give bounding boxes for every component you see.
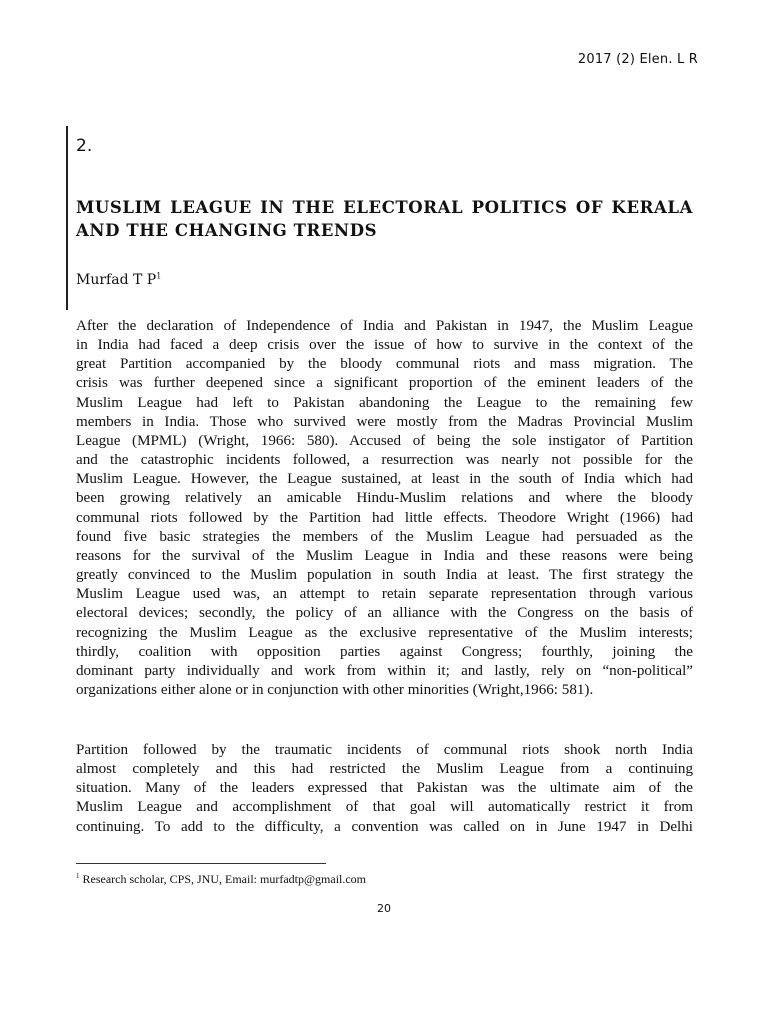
running-head-citation: 2017 (2) Elen. L R [577, 52, 698, 67]
paragraph-line: crisis was further deepened since a significant proportion of the eminent leaders of the [76, 375, 693, 392]
paragraph-line: recognizing the Muslim League as the exclusive representative of the Muslim interests; [76, 624, 693, 641]
paragraph-line: greatly convinced to the Muslim population in south India at least. The first strategy the [76, 567, 693, 584]
footnote [76, 872, 366, 887]
paragraph-line: electoral devices; secondly, the policy of an alliance with the Congress on the basis of [76, 605, 693, 622]
paragraph-line: members in India. Those who survived were mostly from the Madras Provincial Muslim [76, 413, 693, 430]
paragraph-line: Muslim League used was, an attempt to retain separate representation through various [76, 586, 693, 603]
author-name: Murfad T P [76, 272, 157, 288]
paragraph-line: After the declaration of Independence of India and Pakistan in 1947, the Muslim League [76, 318, 693, 334]
paragraph-line: communal riots followed by the Partition had little effects. Theodore Wright (1966) had [76, 509, 693, 526]
body-paragraph-2 [76, 741, 693, 837]
chapter-side-rule [66, 126, 68, 310]
paragraph-line: great Partition accompanied by the bloody communal riots and mass migration. The [76, 356, 693, 373]
author-footnote-mark: 1 [156, 271, 162, 281]
paragraph-line: reasons for the survival of the Muslim League in India and these reasons were being [76, 547, 693, 564]
paragraph-line: League (MPML) (Wright, 1966: 580). Accused of being the sole instigator of Partition [76, 432, 693, 449]
footnote-mark: 1 [76, 872, 80, 880]
paragraph-line: dominant party individually and work from within it; and lastly, rely on “non-political” [76, 662, 693, 679]
paragraph-line: found five basic strategies the members of the Muslim League had persuaded as the [76, 528, 693, 545]
paragraph-line: and the catastrophic incidents followed, a resurrection was nearly not possible for the [76, 452, 693, 469]
body-paragraph-1 [76, 317, 693, 700]
page-number: 20 [377, 902, 391, 915]
paragraph-line: Muslim League had left to Pakistan abandoning the League to the remaining few [76, 394, 693, 411]
paragraph-line: continuing. To add to the difficulty, a convention was called on in June 1947 in Delhi [76, 818, 693, 835]
article-title: MUSLIM LEAGUE IN THE ELECTORAL POLITICS OF KERALA AND THE CHANGING TRENDS [76, 198, 693, 240]
paragraph-line: in India had faced a deep crisis over the issue of how to survive in the context of the [76, 337, 693, 354]
paragraph-line: situation. Many of the leaders expressed that Pakistan was the ultimate aim of the [76, 780, 693, 797]
paragraph-line: Muslim League. However, the League sustained, at least in the south of India which had [76, 471, 693, 488]
chapter-number: 2. [76, 136, 93, 156]
paragraph-line: Muslim League and accomplishment of that goal will automatically restrict it from [76, 799, 693, 816]
footnote-text: Research scholar, CPS, JNU, Email: murfadtp@gmail.com [82, 872, 367, 886]
paragraph-line: Partition followed by the traumatic incidents of communal riots shook north India [76, 742, 693, 758]
paragraph-line: thirdly, coalition with opposition parties against Congress; fourthly, joining the [76, 643, 693, 660]
paragraph-line: organizations either alone or in conjunction with other minorities (Wright,1966: 581). [76, 681, 594, 698]
author-line [76, 272, 161, 288]
footnote-separator [76, 863, 326, 864]
paragraph-line: been growing relatively an amicable Hindu-Muslim relations and where the bloody [76, 490, 693, 507]
paragraph-line: almost completely and this had restricted the Muslim League from a continuing [76, 761, 693, 778]
